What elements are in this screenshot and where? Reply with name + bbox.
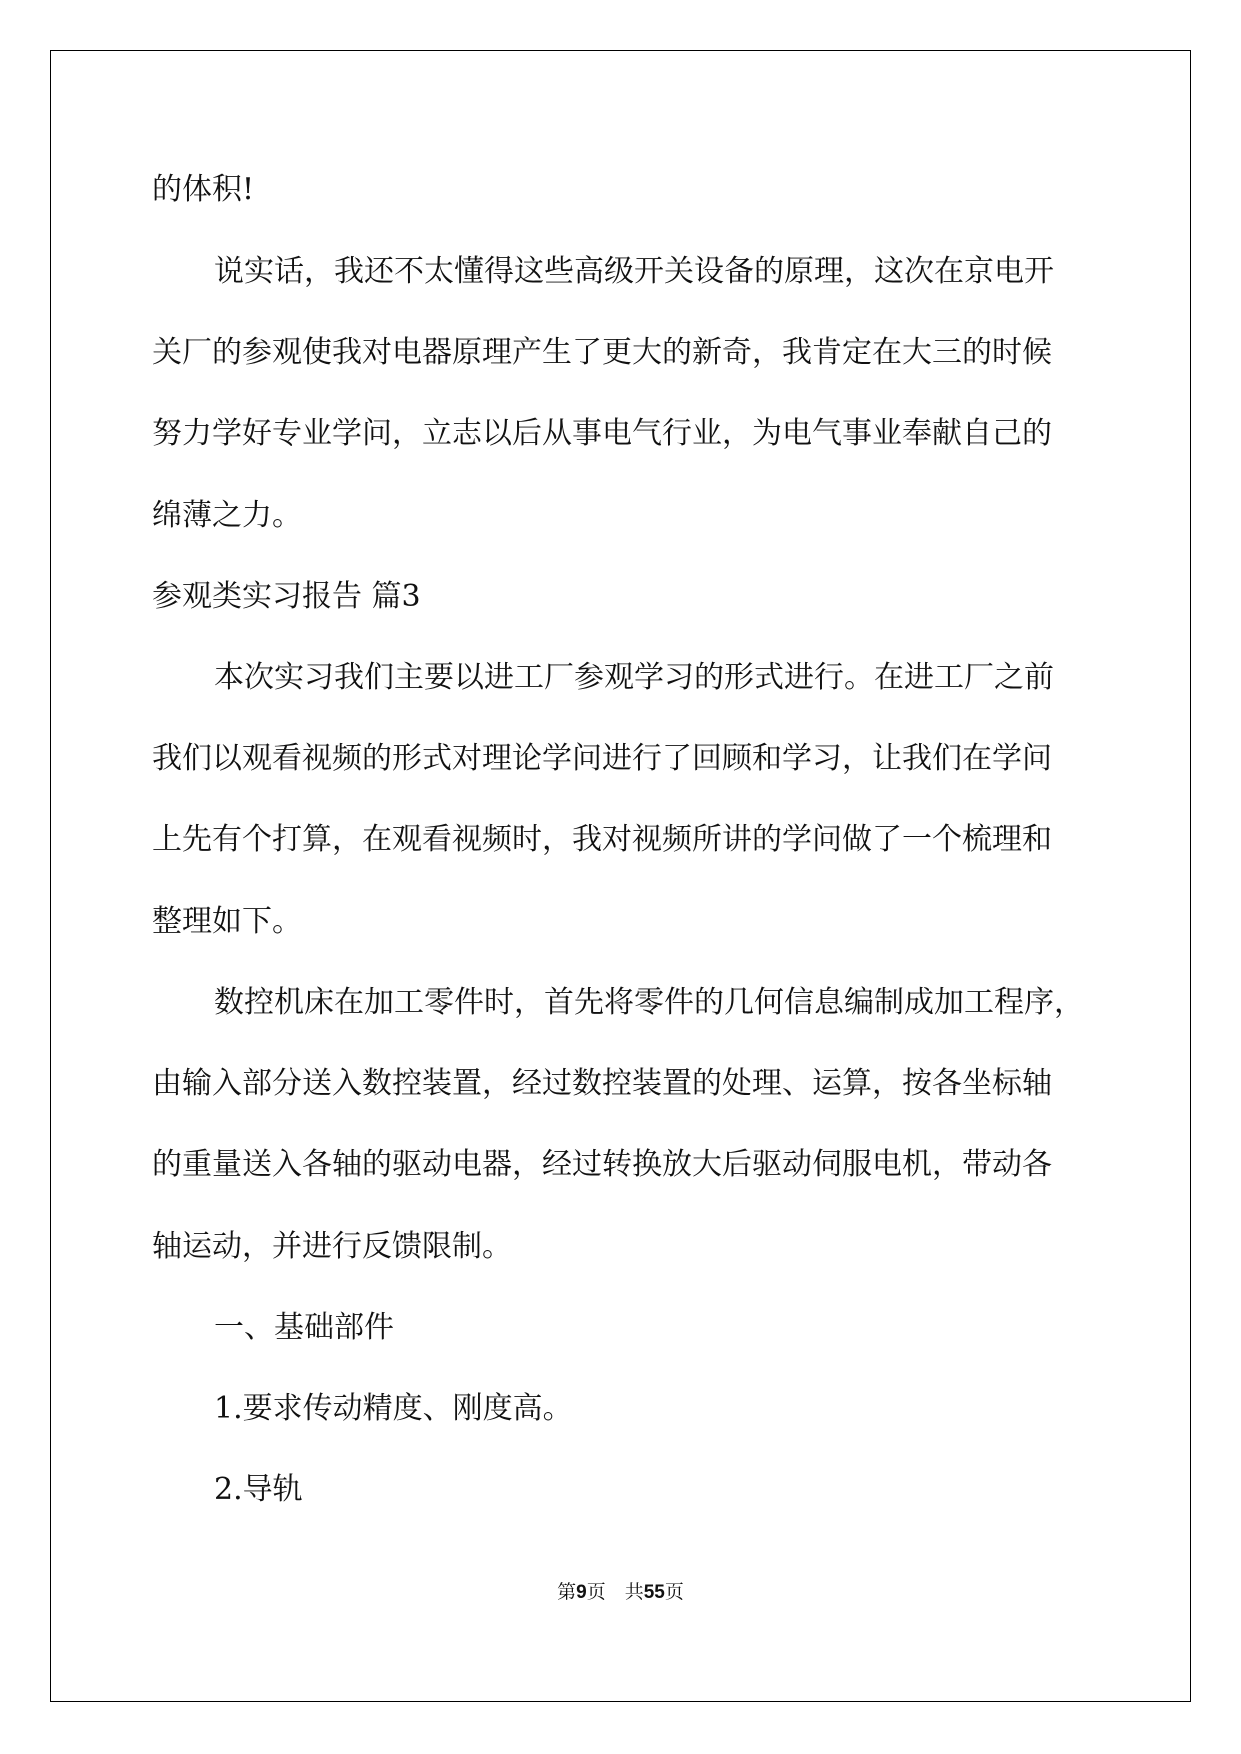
text-line: 绵薄之力。	[152, 498, 302, 533]
text-line: 努力学好专业学问，立志以后从事电气行业，为电气事业奉献自己的	[152, 416, 1052, 451]
list-heading: 一、基础部件	[214, 1310, 394, 1345]
text-line: 的重量送入各轴的驱动电器，经过转换放大后驱动伺服电机，带动各	[152, 1147, 1052, 1182]
footer-suffix: 页	[664, 1581, 684, 1603]
text-line: 我们以观看视频的形式对理论学问进行了回顾和学习，让我们在学问	[152, 741, 1052, 776]
page-number: 9	[576, 1582, 587, 1603]
text-line: 轴运动，并进行反馈限制。	[152, 1229, 512, 1264]
section-heading: 参观类实习报告 篇3	[152, 579, 421, 614]
footer-prefix: 第	[557, 1581, 577, 1603]
text-line: 上先有个打算，在观看视频时，我对视频所讲的学问做了一个梳理和	[152, 822, 1052, 857]
text-line: 说实话，我还不太懂得这些高级开关设备的原理，这次在京电开	[214, 254, 1054, 289]
text-line: 数控机床在加工零件时，首先将零件的几何信息编制成加工程序，	[214, 985, 1084, 1020]
text-line: 本次实习我们主要以进工厂参观学习的形式进行。在进工厂之前	[214, 660, 1054, 695]
text-line: 关厂的参观使我对电器原理产生了更大的新奇，我肯定在大三的时候	[152, 335, 1052, 370]
page-border	[50, 50, 1191, 1702]
footer-mid: 页 共	[586, 1581, 644, 1603]
text-line: 的体积!	[152, 172, 255, 207]
page-total: 55	[643, 1582, 665, 1603]
page-footer	[0, 1580, 1241, 1605]
list-item: 1.要求传动精度、刚度高。	[214, 1391, 573, 1426]
text-line: 整理如下。	[152, 904, 302, 939]
list-item: 2.导轨	[214, 1472, 303, 1507]
text-line: 由输入部分送入数控装置，经过数控装置的处理、运算，按各坐标轴	[152, 1066, 1052, 1101]
